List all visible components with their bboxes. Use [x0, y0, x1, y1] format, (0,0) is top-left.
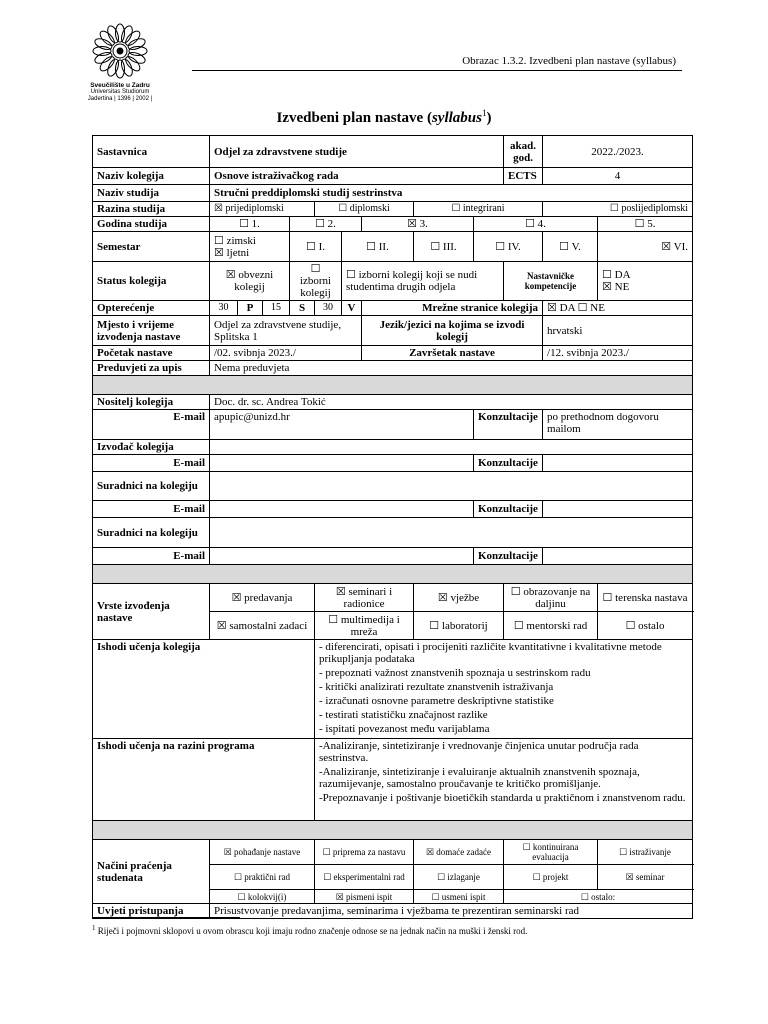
value-konzultacije: [543, 501, 693, 518]
semestar-zimski[interactable]: ☐ zimski: [214, 234, 256, 247]
semestar-ljetni[interactable]: ☒ ljetni: [214, 246, 250, 259]
value-ects: 4: [543, 168, 693, 185]
label-uvjeti: Uvjeti pristupanja: [93, 904, 210, 919]
separator: [93, 821, 693, 840]
label-godina: Godina studija: [93, 217, 210, 232]
value-konzultacije: [543, 548, 693, 565]
label-ishodi-programa: Ishodi učenja na razini programa: [93, 739, 315, 821]
ishod-item: - izračunati osnovne parametre deskriptivne statistike: [319, 695, 554, 707]
vrste-option[interactable]: ☒ seminari i radionice: [315, 584, 414, 612]
label-mjesto: Mjesto i vrijeme izvođenja nastave: [93, 316, 210, 346]
label-suradnici: Suradnici na kolegiju: [93, 472, 210, 501]
nacini-option[interactable]: ☐ projekt: [504, 865, 598, 890]
ishod-item: - testirati statističku značajnost razlike: [319, 709, 488, 721]
value-nositelj: Doc. dr. sc. Andrea Tokić: [210, 395, 693, 410]
label-ishodi-kolegija: Ishodi učenja kolegija: [93, 640, 315, 739]
opt-v-value: 30: [315, 301, 342, 316]
label-izvodac: Izvođač kolegija: [93, 440, 210, 455]
semestar-option[interactable]: ☐ IV.: [474, 232, 543, 262]
value-email[interactable]: [210, 548, 474, 565]
value-uvjeti: Prisustvovanje predavanjima, seminarima i vježbama te prezentiran seminarski rad: [210, 904, 693, 919]
vrste-option[interactable]: ☐ obrazovanje na daljinu: [504, 584, 598, 612]
label-sastavnica: Sastavnica: [93, 136, 210, 168]
vrste-option[interactable]: ☒ vježbe: [414, 584, 504, 612]
row-pocetak: [93, 346, 693, 361]
vrste-option[interactable]: ☐ laboratorij: [414, 612, 504, 640]
godina-option[interactable]: ☐ 4.: [474, 217, 598, 232]
status-option[interactable]: ☒ obvezni kolegij: [210, 262, 290, 301]
row-ishodi-programa: [93, 739, 693, 821]
ishod-item: - prepoznati važnost znanstvenih spoznaja u sestrinskom radu: [319, 667, 591, 679]
vrste-option[interactable]: ☐ terenska nastava: [598, 584, 693, 612]
separator: [93, 565, 693, 584]
nacini-option[interactable]: ☐ kolokvij(i): [210, 890, 315, 904]
opt-s-value: 15: [263, 301, 290, 316]
row-naziv-studija: [93, 185, 693, 202]
label-status: Status kolegija: [93, 262, 210, 301]
label-preduvjeti: Preduvjeti za upis: [93, 361, 210, 376]
ishod-item: -Analiziranje, sintetiziranje i vrednovanje činjenica unutar područja rada sestrinstva.: [319, 740, 639, 764]
form-id: Obrazac 1.3.2. Izvedbeni plan nastave (syllabus): [462, 55, 676, 67]
label-ects: ECTS: [504, 168, 543, 185]
label-email: E-mail: [93, 548, 210, 565]
godina-option[interactable]: ☒ 3.: [362, 217, 474, 232]
nacini-option[interactable]: ☐ kontinuirana evaluacija: [504, 840, 598, 865]
row-preduvjeti: [93, 361, 693, 376]
row-status: [93, 262, 693, 301]
row-vrste-1: [93, 584, 693, 612]
value-konzultacije: [543, 455, 693, 472]
vrste-option[interactable]: ☐ multimedija i mreža: [315, 612, 414, 640]
label-zavrsetak: Završetak nastave: [362, 346, 543, 361]
nacini-option[interactable]: ☐ izlaganje: [414, 865, 504, 890]
value-jezik: hrvatski: [543, 316, 693, 346]
row-suradnici-email: [93, 501, 693, 518]
nacini-option[interactable]: ☐ usmeni ispit: [414, 890, 504, 904]
ishodi-programa-list: [315, 739, 693, 821]
value-mrezne[interactable]: ☒ DA ☐ NE: [543, 301, 693, 316]
semestar-option[interactable]: ☐ V.: [543, 232, 598, 262]
opt-p: P: [238, 301, 263, 316]
label-konzultacije: Konzultacije: [474, 410, 543, 440]
logo-line3: Jadertina | 1396 | 2002 |: [87, 96, 153, 102]
ishod-item: -Prepoznavanje i poštivanje bioetičkih standarda u praktičnom i znanstvenom radu.: [319, 792, 686, 804]
row-suradnici-2-email: [93, 548, 693, 565]
row-godina: [93, 217, 693, 232]
razina-option[interactable]: ☐ poslijediplomski: [543, 202, 693, 217]
sun-emblem-icon: [91, 22, 149, 80]
ishod-item: -Analiziranje, sintetiziranje i evaluiranje aktualnih znanstvenih spoznaja, razumijevanje, samostalno proučavanje te kritičko promišljanje.: [319, 766, 640, 790]
vrste-option[interactable]: ☒ samostalni zadaci: [210, 612, 315, 640]
godina-option[interactable]: ☐ 5.: [598, 217, 693, 232]
label-semestar: Semestar: [93, 232, 210, 262]
opt-s: S: [290, 301, 315, 316]
row-nositelj-email: [93, 410, 693, 440]
row-suradnici: [93, 472, 693, 501]
title-italic: syllabus: [431, 110, 482, 126]
row-naziv-kolegija: [93, 168, 693, 185]
razina-option[interactable]: ☐ integrirani: [414, 202, 543, 217]
value-naziv-kolegija: Osnove istraživačkog rada: [210, 168, 504, 185]
row-izvodac-email: [93, 455, 693, 472]
row-izvodac: [93, 440, 693, 455]
label-nositelj: Nositelj kolegija: [93, 395, 210, 410]
nacini-option[interactable]: ☐ priprema za nastavu: [315, 840, 414, 865]
label-vrste: Vrste izvođenja nastave: [93, 584, 210, 640]
label-konzultacije: Konzultacije: [474, 548, 543, 565]
ishod-item: - diferencirati, opisati i procijeniti različite kvantitativne i kvalitativne metode prikupljanja podataka: [319, 641, 662, 665]
nacini-option[interactable]: ☒ pismeni ispit: [315, 890, 414, 904]
footnote-text: Riječi i pojmovni sklopovi u ovom obrascu koji imaju rodno značenje odnose se na jednak način na muški i ženski rod.: [95, 926, 528, 936]
opt-p-value: 30: [210, 301, 238, 316]
logo-line1: Sveučilište u Zadru: [90, 82, 150, 89]
label-kompetencije: Nastavničke kompetencije: [504, 262, 598, 301]
nacini-option[interactable]: ☒ seminar: [598, 865, 693, 890]
document-title: [0, 108, 768, 127]
label-pocetak: Početak nastave: [93, 346, 210, 361]
label-email: E-mail: [93, 455, 210, 472]
label-email: E-mail: [93, 410, 210, 440]
separator-row: [93, 565, 693, 584]
value-akad: 2022./2023.: [543, 136, 693, 168]
nacini-option[interactable]: ☐ ostalo:: [504, 890, 693, 904]
vrste-option[interactable]: ☒ predavanja: [210, 584, 315, 612]
university-logo: [80, 22, 160, 103]
semestar-option[interactable]: ☐ I.: [290, 232, 342, 262]
label-razina: Razina studija: [93, 202, 210, 217]
row-mjesto: [93, 316, 693, 346]
value-email[interactable]: [210, 455, 474, 472]
value-suradnici: [210, 518, 693, 548]
value-naziv-studija: Stručni preddiplomski studij sestrinstva: [210, 185, 693, 202]
row-suradnici-2: [93, 518, 693, 548]
value-mjesto: Odjel za zdravstvene studije, Splitska 1: [210, 316, 362, 346]
label-suradnici: Suradnici na kolegiju: [93, 518, 210, 548]
status-option[interactable]: ☐ izborni kolegij: [290, 262, 342, 301]
separator: [93, 376, 693, 395]
semestar-option[interactable]: ☐ II.: [342, 232, 414, 262]
header-divider: [192, 70, 682, 71]
label-opterecenje: Opterećenje: [93, 301, 210, 316]
label-jezik: Jezik/jezici na kojima se izvodi kolegij: [362, 316, 543, 346]
value-suradnici: [210, 472, 693, 501]
label-akad: akad. god.: [504, 136, 543, 168]
semestar-season: [210, 232, 290, 262]
value-email[interactable]: apupic@unizd.hr: [210, 410, 474, 440]
value-zavrsetak: /12. svibnja 2023./: [543, 346, 693, 361]
nacini-option[interactable]: ☒ domaće zadaće: [414, 840, 504, 865]
syllabus-table: [92, 135, 693, 919]
label-naziv-kolegija: Naziv kolegija: [93, 168, 210, 185]
label-email: E-mail: [93, 501, 210, 518]
kompetencije-ne[interactable]: ☒ NE: [602, 281, 630, 293]
row-razina: [93, 202, 693, 217]
vrste-option[interactable]: ☐ ostalo: [598, 612, 693, 640]
footnote-divider: [92, 917, 240, 918]
semestar-option[interactable]: ☒ VI.: [598, 232, 693, 262]
logo-line2: Universitas Studiorum: [90, 89, 150, 95]
status-option[interactable]: ☐ izborni kolegij koji se nudi studentima drugih odjela: [342, 262, 504, 301]
kompetencije-options: [598, 262, 693, 301]
label-mrezne: Mrežne stranice kolegija: [362, 301, 543, 316]
nacini-option[interactable]: ☐ eksperimentalni rad: [315, 865, 414, 890]
opt-v: V: [342, 301, 362, 316]
value-izvodac: [210, 440, 693, 455]
ishod-item: - kritički analizirati rezultate znanstvenih istraživanja: [319, 681, 554, 693]
label-konzultacije: Konzultacije: [474, 455, 543, 472]
semestar-option[interactable]: ☐ III.: [414, 232, 474, 262]
label-konzultacije: Konzultacije: [474, 501, 543, 518]
row-nositelj: [93, 395, 693, 410]
separator-row: [93, 821, 693, 840]
value-preduvjeti: Nema preduvjeta: [210, 361, 693, 376]
value-pocetak: /02. svibnja 2023./: [210, 346, 362, 361]
ishod-item: - ispitati povezanost među varijablama: [319, 723, 490, 735]
footnote-marker: 1: [92, 924, 96, 932]
value-sastavnica: Odjel za zdravstvene studije: [210, 136, 504, 168]
razina-option[interactable]: ☒ prijediplomski: [210, 202, 315, 217]
kompetencije-da[interactable]: ☐ DA: [602, 269, 631, 281]
godina-option[interactable]: ☐ 2.: [290, 217, 362, 232]
nacini-option[interactable]: ☐ praktični rad: [210, 865, 315, 890]
row-semestar: [93, 232, 693, 262]
nacini-option[interactable]: ☐ istraživanje: [598, 840, 693, 865]
row-nacini-1: [93, 840, 693, 865]
label-naziv-studija: Naziv studija: [93, 185, 210, 202]
razina-option[interactable]: ☐ diplomski: [315, 202, 414, 217]
ishodi-kolegija-list: [315, 640, 693, 739]
row-ishodi-kolegija: [93, 640, 693, 739]
nacini-option[interactable]: ☒ pohađanje nastave: [210, 840, 315, 865]
label-nacini: Načini praćenja studenata: [93, 840, 210, 904]
separator-row: [93, 376, 693, 395]
row-sastavnica: [93, 136, 693, 168]
value-email[interactable]: [210, 501, 474, 518]
vrste-option[interactable]: ☐ mentorski rad: [504, 612, 598, 640]
godina-option[interactable]: ☐ 1.: [210, 217, 290, 232]
row-opterecenje: [93, 301, 693, 316]
footnote: [92, 924, 527, 936]
title-text: Izvedbeni plan nastave (: [276, 110, 432, 126]
title-footnote-ref: 1: [481, 108, 487, 118]
value-konzultacije: po prethodnom dogovoru mailom: [543, 410, 693, 440]
title-end: ): [486, 110, 492, 126]
